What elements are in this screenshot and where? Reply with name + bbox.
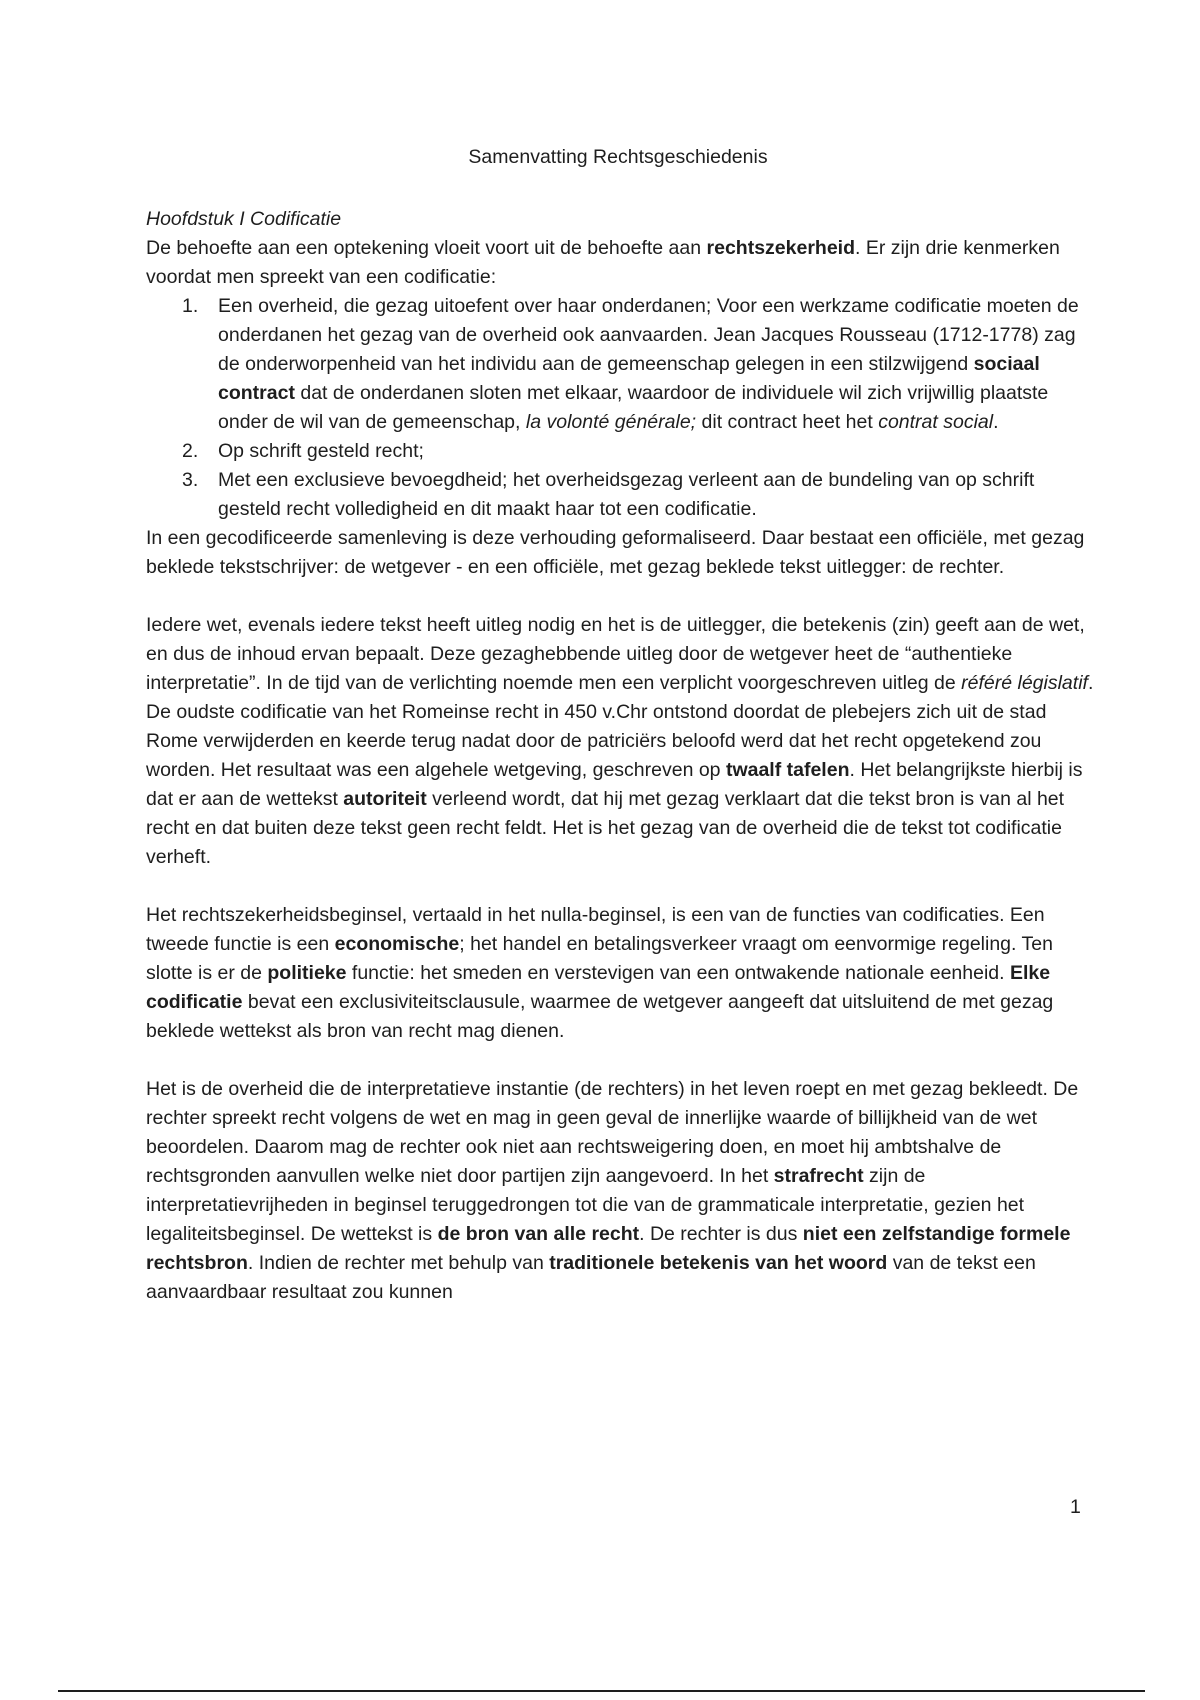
text-run: verleend wordt, dat hij met gezag verklaart dat die tekst bron is van al het recht en dat buiten deze tekst geen recht feldt. Het is het gezag van de overheid die de tekst tot codificatie verheft. (146, 788, 1065, 868)
text-run: zijn de interpretatievrijheden in beginsel teruggedrongen tot die van de grammaticale interpretatie, gezien het legaliteitsbeginsel. De wettekst is (146, 1165, 1025, 1245)
intro-paragraph (146, 234, 1096, 292)
paragraph (146, 901, 1096, 1046)
bold-text: de bron van alle recht (437, 1223, 640, 1245)
paragraph (146, 524, 1096, 582)
characteristics-list (146, 292, 1096, 524)
list-item (146, 466, 1096, 524)
text-run: De behoefte aan een optekening vloeit voort uit de behoefte aan (146, 237, 707, 259)
list-number: 3. (182, 469, 199, 491)
text-run: van de tekst een aanvaardbaar resultaat zou kunnen (146, 1252, 1036, 1303)
italic-text: la volonté générale; (525, 411, 697, 433)
italic-text: contrat social (878, 411, 994, 433)
text-run: Met een exclusieve bevoegdheid; het overheidsgezag verleent aan de bundeling van op schrift gesteld recht volledigheid en dit maakt haar tot een codificatie. (218, 469, 1035, 520)
body-paragraphs (146, 524, 1096, 1307)
bold-text: twaalf tafelen (725, 759, 850, 781)
text-run: Het is de overheid die de interpretatieve instantie (de rechters) in het leven roept en met gezag bekleedt. De rechter spreekt recht volgens de wet en mag in geen geval de innerlijke waarde of billijkheid van de wet beoordelen. Daarom mag de rechter ook niet aan rechtsweigering doen, en moet hij ambtshalve de rechtsgronden aanvullen welke niet door partijen zijn aangevoerd. In het (146, 1078, 1079, 1187)
text-run: . Er zijn drie kenmerken voordat men spreekt van een codificatie: (146, 237, 1060, 288)
paragraph (146, 1075, 1096, 1307)
list-item (146, 437, 1096, 466)
page-bottom-rule (58, 1690, 1145, 1692)
text-run: . De oudste codificatie van het Romeinse recht in 450 v.Chr ontstond doordat de plebejers zich uit de stad Rome verwijderden en keerde terug nadat door de patriciërs beloofd werd dat het recht opgetekend zou worden. Het resultaat was een algehele wetgeving, geschreven op (146, 672, 1094, 781)
document-body (146, 205, 1096, 1307)
text-run: functie: het smeden en verstevigen van een ontwakende nationale eenheid. (346, 962, 1010, 984)
text-run: Iedere wet, evenals iedere tekst heeft uitleg nodig en het is de uitlegger, die betekenis (zin) geeft aan de wet, en dus de inhoud ervan bepaalt. Deze gezaghebbende uitleg door de wetgever heet de “authentieke interpretatie”. In de tijd van de verlichting noemde men een verplicht voorgeschreven uitleg de (146, 614, 1085, 694)
bold-text: Elke codificatie (146, 962, 1051, 1013)
text-run: dat de onderdanen sloten met elkaar, waardoor de individuele wil zich vrijwillig plaatste onder de wil van de gemeenschap, (218, 382, 1049, 433)
italic-text: référé législatif (961, 672, 1088, 694)
text-run: bevat een exclusiviteitsclausule, waarmee de wetgever aangeeft dat uitsluitend de met gezag beklede wettekst als bron van recht mag dienen. (146, 991, 1054, 1042)
text-run: . De rechter is dus (639, 1223, 803, 1245)
text-run: Een overheid, die gezag uitoefent over haar onderdanen; Voor een werkzame codificatie moeten de onderdanen het gezag van de overheid ook aanvaarden. Jean Jacques Rousseau (1712-1778) zag de onderworpenheid van het individu aan de gemeenschap gelegen in een stilzwijgend (218, 295, 1079, 375)
bold-text: politieke (267, 962, 347, 984)
bold-text: sociaal contract (218, 353, 1040, 404)
chapter-heading: Hoofdstuk I Codificatie (146, 208, 342, 230)
text-run: . (993, 411, 999, 433)
list-number: 2. (182, 440, 199, 462)
text-run: . Het belangrijkste hierbij is dat er aan de wettekst (146, 759, 1083, 810)
bold-text: niet een zelfstandige formele rechtsbron (146, 1223, 1071, 1274)
bold-text: traditionele betekenis van het woord (549, 1252, 888, 1274)
bold-text: economische (334, 933, 460, 955)
bold-text: rechtszekerheid (706, 237, 856, 259)
bold-text: strafrecht (773, 1165, 864, 1187)
list-number: 1. (182, 295, 199, 317)
text-run: dit contract heet het (696, 411, 879, 433)
text-run: ; het handel en betalingsverkeer vraagt om eenvormige regeling. Ten slotte is er de (146, 933, 1053, 984)
list-item (146, 292, 1096, 437)
text-run: . Indien de rechter met behulp van (247, 1252, 550, 1274)
bold-text: autoriteit (343, 788, 427, 810)
text-run: Op schrift gesteld recht; (218, 440, 424, 462)
text-run: In een gecodificeerde samenleving is deze verhouding geformaliseerd. Daar bestaat een officiële, met gezag beklede tekstschrijver: de wetgever - en een officiële, met gezag beklede tekst uitlegger: de rechter. (146, 527, 1085, 578)
paragraph (146, 611, 1096, 872)
document-title: Samenvatting Rechtsgeschiedenis (468, 146, 768, 168)
text-run: Het rechtszekerheidsbeginsel, vertaald in het nulla-beginsel, is een van de functies van codificaties. Een tweede functie is een (146, 904, 1045, 955)
page-number: 1 (1070, 1496, 1081, 1518)
